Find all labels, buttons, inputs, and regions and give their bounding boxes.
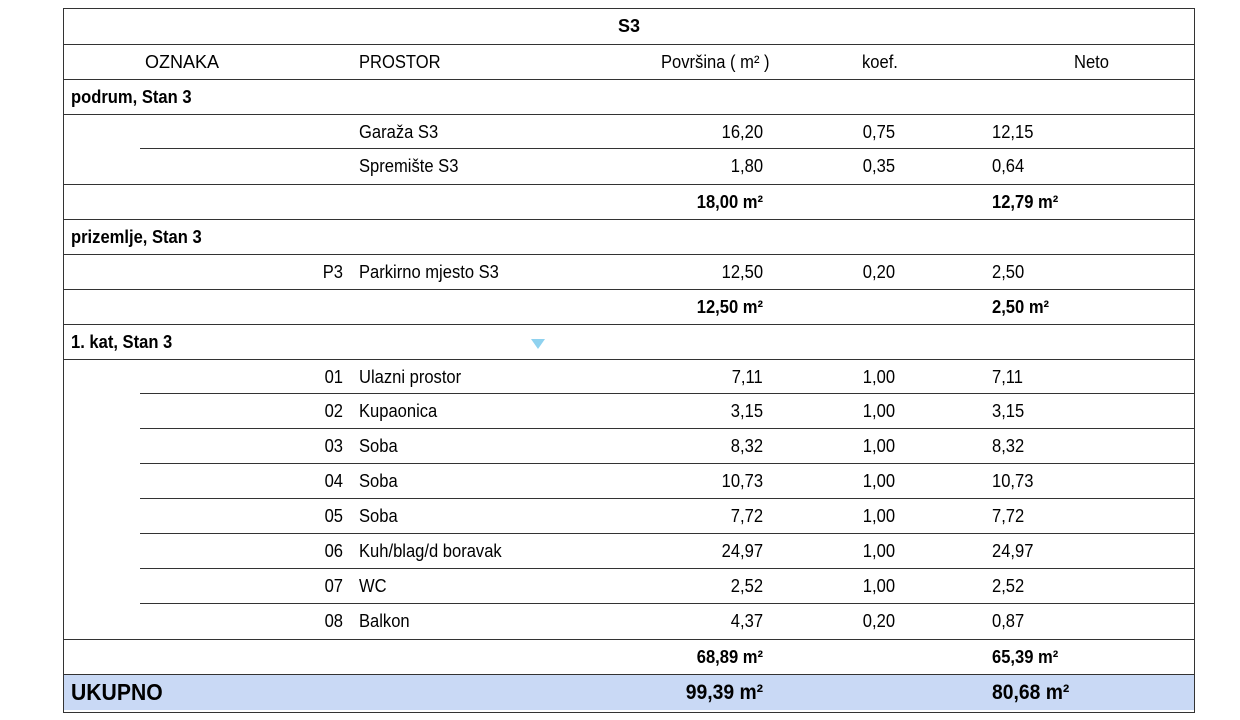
row-koef: 1,00 (862, 541, 895, 561)
row-name: Spremište S3 (359, 156, 459, 176)
row-code: 05 (324, 506, 343, 526)
row-area: 1,80 (730, 156, 763, 176)
row-koef: 0,20 (862, 262, 895, 282)
row-neto: 7,72 (992, 506, 1025, 526)
table-title: S3 (617, 16, 641, 36)
table-row (64, 429, 1194, 464)
row-code: 07 (324, 576, 343, 596)
table-row (64, 569, 1194, 604)
row-neto: 12,15 (992, 122, 1034, 142)
section-label: podrum, Stan 3 (71, 87, 192, 107)
row-code: 02 (324, 401, 343, 421)
row-area: 10,73 (721, 471, 763, 491)
row-area: 7,11 (731, 367, 763, 387)
subtotal-neto: 2,50 m² (992, 297, 1050, 317)
table-row (64, 254, 1194, 290)
row-name: Soba (359, 506, 398, 526)
row-name: Garaža S3 (359, 122, 439, 142)
row-area: 16,20 (721, 122, 763, 142)
section-row (64, 324, 1194, 360)
row-koef: 0,20 (862, 611, 895, 631)
header-koef: koef. (862, 52, 898, 72)
row-koef: 1,00 (862, 576, 895, 596)
row-code: 01 (324, 367, 343, 387)
row-name: Balkon (359, 611, 410, 631)
header-row (64, 44, 1194, 80)
table-row (64, 114, 1194, 150)
row-koef: 1,00 (862, 367, 895, 387)
row-area: 12,50 (721, 262, 763, 282)
total-label: UKUPNO (71, 679, 163, 705)
table-row (64, 499, 1194, 534)
row-neto: 24,97 (992, 541, 1034, 561)
row-neto: 3,15 (992, 401, 1025, 421)
row-area: 7,72 (730, 506, 763, 526)
row-name: Soba (359, 471, 398, 491)
total-row (64, 674, 1194, 710)
table-row (64, 464, 1194, 499)
subtotal-row (64, 184, 1194, 220)
row-area: 24,97 (721, 541, 763, 561)
subtotal-area: 12,50 m² (696, 297, 763, 317)
row-neto: 10,73 (992, 471, 1034, 491)
row-name: Kupaonica (359, 401, 438, 421)
row-area: 4,37 (730, 611, 763, 631)
section-row (64, 219, 1194, 255)
row-name: Soba (359, 436, 398, 456)
subtotal-neto: 65,39 m² (992, 647, 1059, 667)
section-label: prizemlje, Stan 3 (71, 227, 202, 247)
section-row (64, 79, 1194, 115)
row-code: 06 (324, 541, 343, 561)
table-title-row (64, 9, 1194, 44)
header-neto: Neto (1074, 52, 1109, 72)
row-area: 2,52 (730, 576, 763, 596)
row-name: Kuh/blag/d boravak (359, 541, 502, 561)
row-neto: 0,64 (992, 156, 1025, 176)
table-row (64, 149, 1194, 184)
row-neto: 2,52 (992, 576, 1025, 596)
row-koef: 0,35 (862, 156, 895, 176)
subtotal-area: 68,89 m² (696, 647, 763, 667)
table-row (64, 394, 1194, 429)
row-koef: 1,00 (862, 506, 895, 526)
table-row (64, 604, 1194, 639)
header-oznaka: OZNAKA (144, 52, 219, 72)
total-neto: 80,68 m² (992, 681, 1070, 704)
table-row (64, 359, 1194, 395)
row-code: 04 (324, 471, 343, 491)
row-koef: 1,00 (862, 471, 895, 491)
subtotal-area: 18,00 m² (696, 192, 763, 212)
triangle-marker-icon (531, 339, 545, 349)
row-neto: 8,32 (992, 436, 1025, 456)
row-neto: 7,11 (992, 367, 1024, 387)
area-table (63, 8, 1195, 713)
subtotal-row (64, 639, 1194, 675)
row-area: 3,15 (730, 401, 763, 421)
total-area: 99,39 m² (685, 681, 763, 704)
header-povrsina: Površina ( m² ) (661, 52, 770, 72)
row-koef: 0,75 (862, 122, 895, 142)
row-name: Parkirno mjesto S3 (359, 262, 499, 282)
row-name: Ulazni prostor (359, 367, 462, 387)
subtotal-row (64, 289, 1194, 325)
row-name: WC (359, 576, 387, 596)
row-koef: 1,00 (862, 401, 895, 421)
table-row (64, 534, 1194, 569)
header-prostor: PROSTOR (359, 52, 441, 72)
row-area: 8,32 (730, 436, 763, 456)
section-label: 1. kat, Stan 3 (71, 332, 173, 352)
row-code: 03 (324, 436, 343, 456)
row-code: P3 (322, 262, 343, 282)
row-neto: 0,87 (992, 611, 1025, 631)
subtotal-neto: 12,79 m² (992, 192, 1059, 212)
row-neto: 2,50 (992, 262, 1025, 282)
row-code: 08 (324, 611, 343, 631)
row-koef: 1,00 (862, 436, 895, 456)
